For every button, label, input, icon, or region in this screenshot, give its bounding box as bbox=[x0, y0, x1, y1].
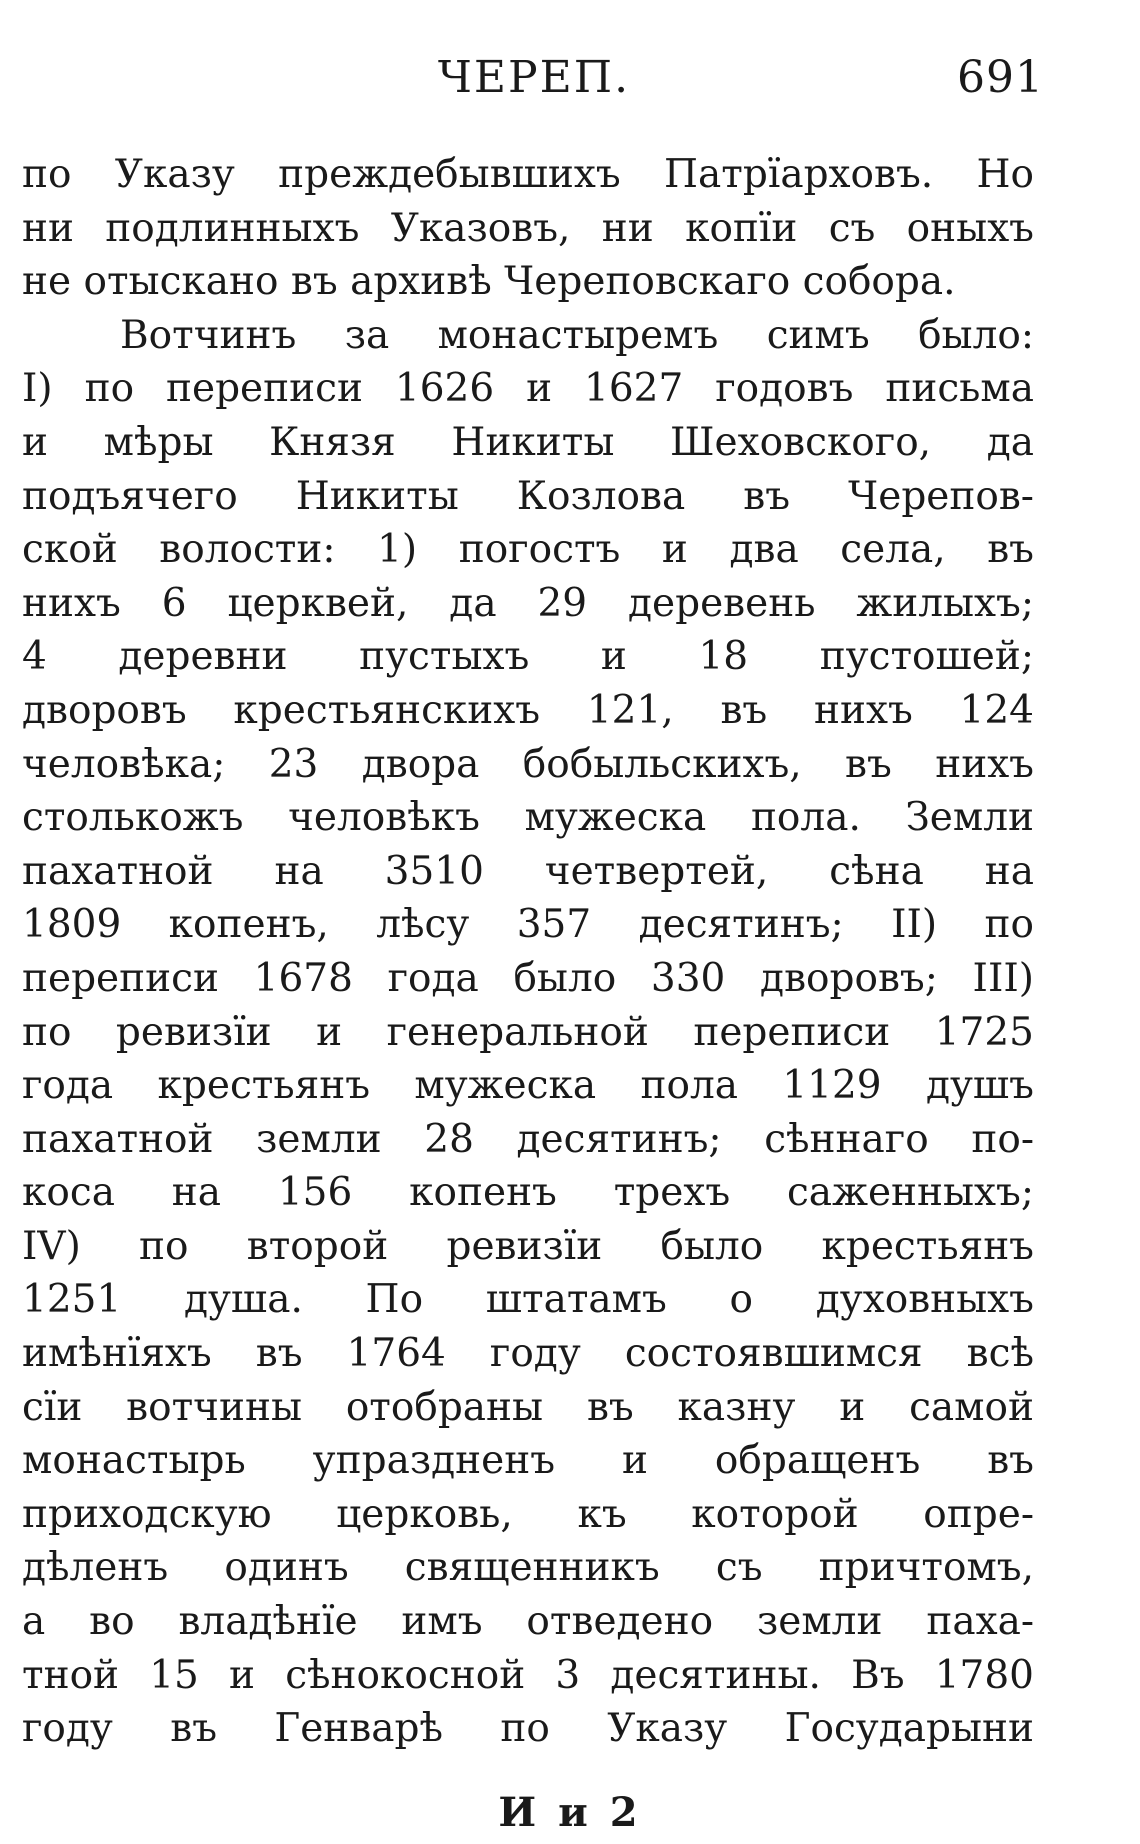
text-line: ской волости: 1) погостъ и два села, въ bbox=[22, 527, 1034, 573]
text-line: по ревизїи и генеральной переписи 1725 bbox=[22, 1009, 1034, 1055]
running-head bbox=[24, 52, 1044, 112]
text-line: не отыскано въ архивѣ Череповскаго собора. bbox=[22, 259, 956, 305]
text-line: 1251 душа. По штатамъ о духовныхъ bbox=[22, 1277, 1034, 1323]
text-line: приходскую церковь, къ которой опре- bbox=[22, 1491, 1034, 1537]
text-line: дѣленъ одинъ священникъ съ причтомъ, bbox=[22, 1545, 1034, 1591]
text-line: году въ Генварѣ по Указу Государыни bbox=[22, 1706, 1034, 1752]
text-line: столькожъ человѣкъ мужеска пола. Земли bbox=[22, 795, 1034, 841]
text-line: IV) по второй ревизїи было крестьянъ bbox=[22, 1223, 1034, 1269]
body-text bbox=[22, 148, 1034, 1756]
text-line: ни подлинныхъ Указовъ, ни копїи съ оныхъ bbox=[22, 205, 1034, 251]
text-line: человѣка; 23 двора бобыльскихъ, въ нихъ bbox=[22, 741, 1034, 787]
text-line: 4 деревни пустыхъ и 18 пустошей; bbox=[22, 634, 1034, 680]
text-line: пахатной земли 28 десятинъ; сѣннаго по- bbox=[22, 1116, 1034, 1162]
text-line: по Указу преждебывшихъ Патрїарховъ. Но bbox=[22, 152, 1034, 197]
signature-mark: И и 2 bbox=[498, 1789, 642, 1836]
text-line: имѣнїяхъ въ 1764 году состоявшимся всѣ bbox=[22, 1331, 1034, 1377]
text-line: коса на 156 копенъ трехъ саженныхъ; bbox=[22, 1170, 1034, 1216]
text-line: а во владѣнїе имъ отведено земли паха- bbox=[22, 1599, 1034, 1645]
text-line: нихъ 6 церквей, да 29 деревень жилыхъ; bbox=[22, 580, 1034, 626]
text-line: года крестьянъ мужеска пола 1129 душъ bbox=[22, 1063, 1034, 1109]
text-line: пахатной на 3510 четвертей, сѣна на bbox=[22, 848, 1034, 894]
text-line: монастырь упраздненъ и обращенъ въ bbox=[22, 1438, 1034, 1484]
text-line: подъячего Никиты Козлова въ Черепов- bbox=[22, 473, 1034, 519]
page-number: 691 bbox=[957, 52, 1044, 103]
text-line: I) по переписи 1626 и 1627 годовъ письма bbox=[22, 366, 1034, 412]
text-line: и мѣры Князя Никиты Шеховского, да bbox=[22, 419, 1034, 465]
text-line: Вотчинъ за монастыремъ симъ было: bbox=[120, 312, 1034, 358]
text-line: тной 15 и сѣнокосной 3 десятины. Въ 1780 bbox=[22, 1652, 1034, 1698]
text-line: дворовъ крестьянскихъ 121, въ нихъ 124 bbox=[22, 687, 1034, 733]
text-line: 1809 копенъ, лѣсу 357 десятинъ; II) по bbox=[22, 902, 1034, 948]
text-line: переписи 1678 года было 330 дворовъ; III) bbox=[22, 955, 1034, 1001]
text-line: сїи вотчины отобраны въ казну и самой bbox=[22, 1384, 1034, 1430]
running-title: ЧЕРЕП. bbox=[437, 52, 631, 103]
